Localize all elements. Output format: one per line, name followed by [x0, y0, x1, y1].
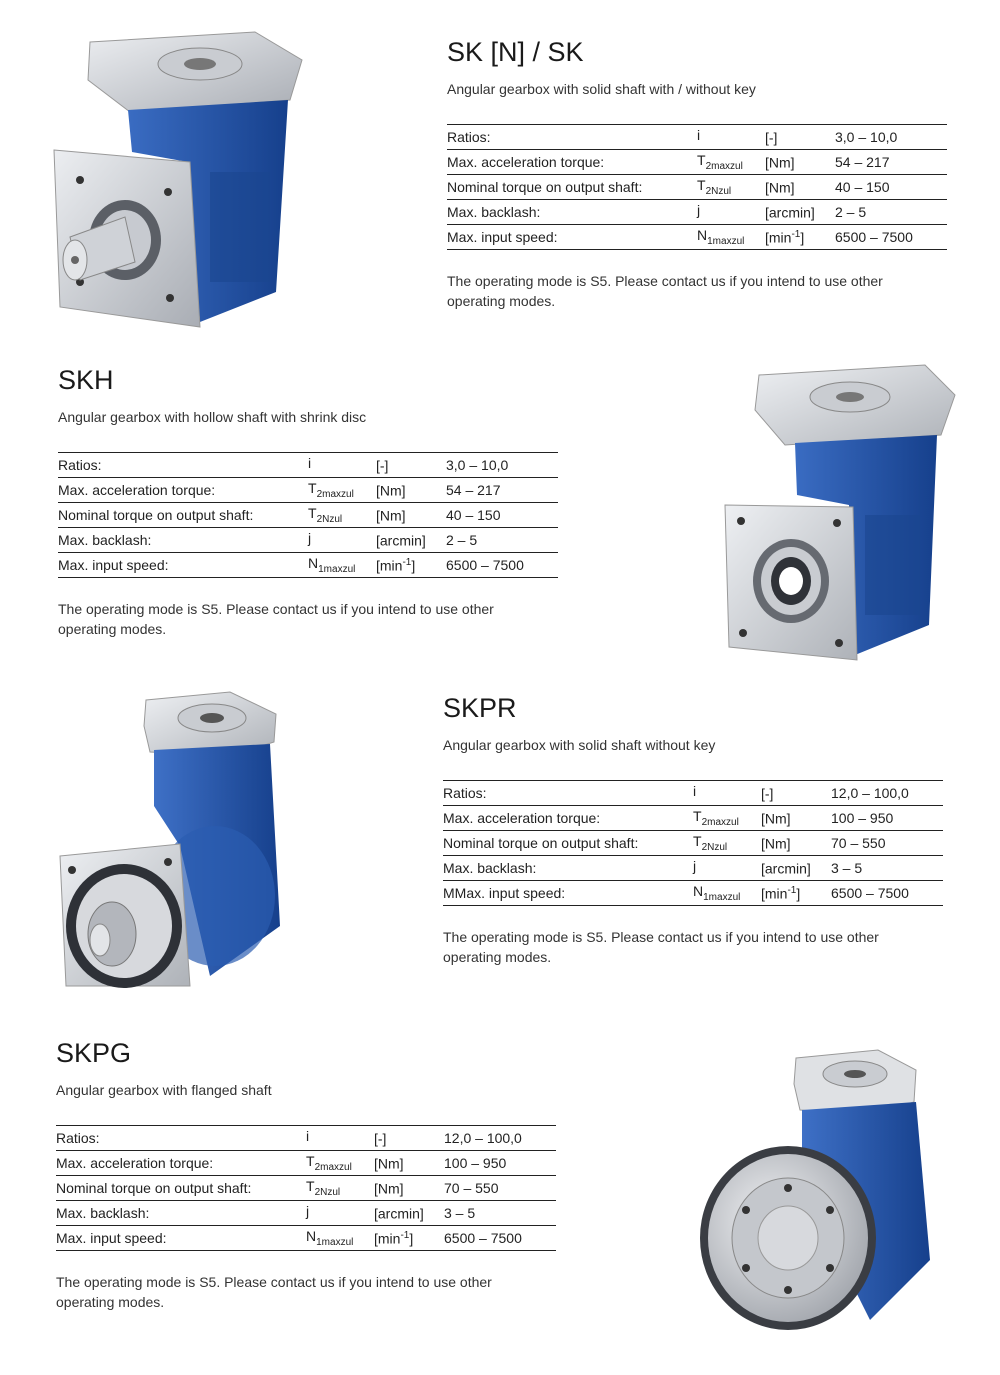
- product-title: SKH: [58, 365, 114, 395]
- product-image-skpr: [50, 686, 300, 996]
- operating-mode-note: The operating mode is S5. Please contact us if you intend to use other operating modes.: [58, 601, 494, 637]
- table-row: Max. backlash: j [arcmin] 3 – 5: [443, 856, 943, 881]
- gearbox-skpg-illustration: [690, 1040, 950, 1340]
- table-row: Ratios: i [-] 12,0 – 100,0: [56, 1126, 556, 1151]
- table-row: Nominal torque on output shaft: $T_{2Nzul}$ [Nm] 70 – 550: [56, 1176, 556, 1201]
- product-subtitle: Angular gearbox with hollow shaft with shrink disc: [58, 409, 367, 425]
- gearbox-skpr-illustration: [50, 686, 300, 996]
- table-row: Nominal torque on output shaft: $T_{2Nzul}$ [Nm] 70 – 550: [443, 831, 943, 856]
- table-row: Nominal torque on output shaft: $T_{2Nzul}$ [Nm] 40 – 150: [58, 503, 558, 528]
- spec-table: [58, 452, 558, 578]
- table-row: Max. acceleration torque: $T_{2maxzul}$ [Nm] 54 – 217: [58, 478, 558, 503]
- product-section-skh: [58, 364, 558, 639]
- table-row: Max. acceleration torque: $T_{2maxzul}$ [Nm] 100 – 950: [56, 1151, 556, 1176]
- spec-table: [447, 124, 947, 250]
- product-title: SK [N] / SK: [447, 37, 584, 67]
- table-row: Ratios: i [-] 3,0 – 10,0: [447, 125, 947, 150]
- product-section-skpr: [443, 692, 943, 967]
- table-row: Nominal torque on output shaft: $T_{2Nzul}$ [Nm] 40 – 150: [447, 175, 947, 200]
- operating-mode-note: The operating mode is S5. Please contact us if you intend to use other operating modes.: [443, 929, 879, 965]
- table-row: Max. backlash: j [arcmin] 2 – 5: [58, 528, 558, 553]
- table-row: Ratios: i [-] 12,0 – 100,0: [443, 781, 943, 806]
- table-row: Max. acceleration torque: $T_{2maxzul}$ [Nm] 54 – 217: [447, 150, 947, 175]
- table-row: Max. backlash: j [arcmin] 3 – 5: [56, 1201, 556, 1226]
- operating-mode-note: The operating mode is S5. Please contact us if you intend to use other operating modes.: [56, 1274, 492, 1310]
- table-row: Max. acceleration torque: $T_{2maxzul}$ [Nm] 100 – 950: [443, 806, 943, 831]
- gearbox-skh-illustration: [715, 355, 965, 670]
- product-section-sk: [447, 36, 947, 311]
- product-subtitle: Angular gearbox with solid shaft without key: [443, 737, 716, 753]
- product-image-skh: [715, 355, 965, 670]
- table-row: Max. input speed: $N_{1maxzul}$ $[\min^{-1}]$ 6500 – 7500: [58, 553, 558, 578]
- table-row: Max. backlash: j [arcmin] 2 – 5: [447, 200, 947, 225]
- product-subtitle: Angular gearbox with flanged shaft: [56, 1082, 272, 1098]
- product-title: SKPG: [56, 1038, 132, 1068]
- product-image-sk: [40, 22, 320, 342]
- spec-table: [56, 1125, 556, 1251]
- table-row: Ratios: i [-] 3,0 – 10,0: [58, 453, 558, 478]
- table-row: Max. input speed: $N_{1maxzul}$ $[\min^{-1}]$ 6500 – 7500: [447, 225, 947, 250]
- table-row: Max. input speed: $N_{1maxzul}$ $[\min^{-1}]$ 6500 – 7500: [56, 1226, 556, 1251]
- product-subtitle: Angular gearbox with solid shaft with / without key: [447, 81, 756, 97]
- spec-table: [443, 780, 943, 906]
- product-image-skpg: [690, 1040, 950, 1340]
- product-title: SKPR: [443, 693, 517, 723]
- operating-mode-note: The operating mode is S5. Please contact us if you intend to use other operating modes.: [447, 273, 883, 309]
- table-row: MMax. input speed: $N_{1maxzul}$ $[\min^{-1}]$ 6500 – 7500: [443, 881, 943, 906]
- gearbox-sk-illustration: [40, 22, 320, 342]
- product-section-skpg: [56, 1037, 556, 1312]
